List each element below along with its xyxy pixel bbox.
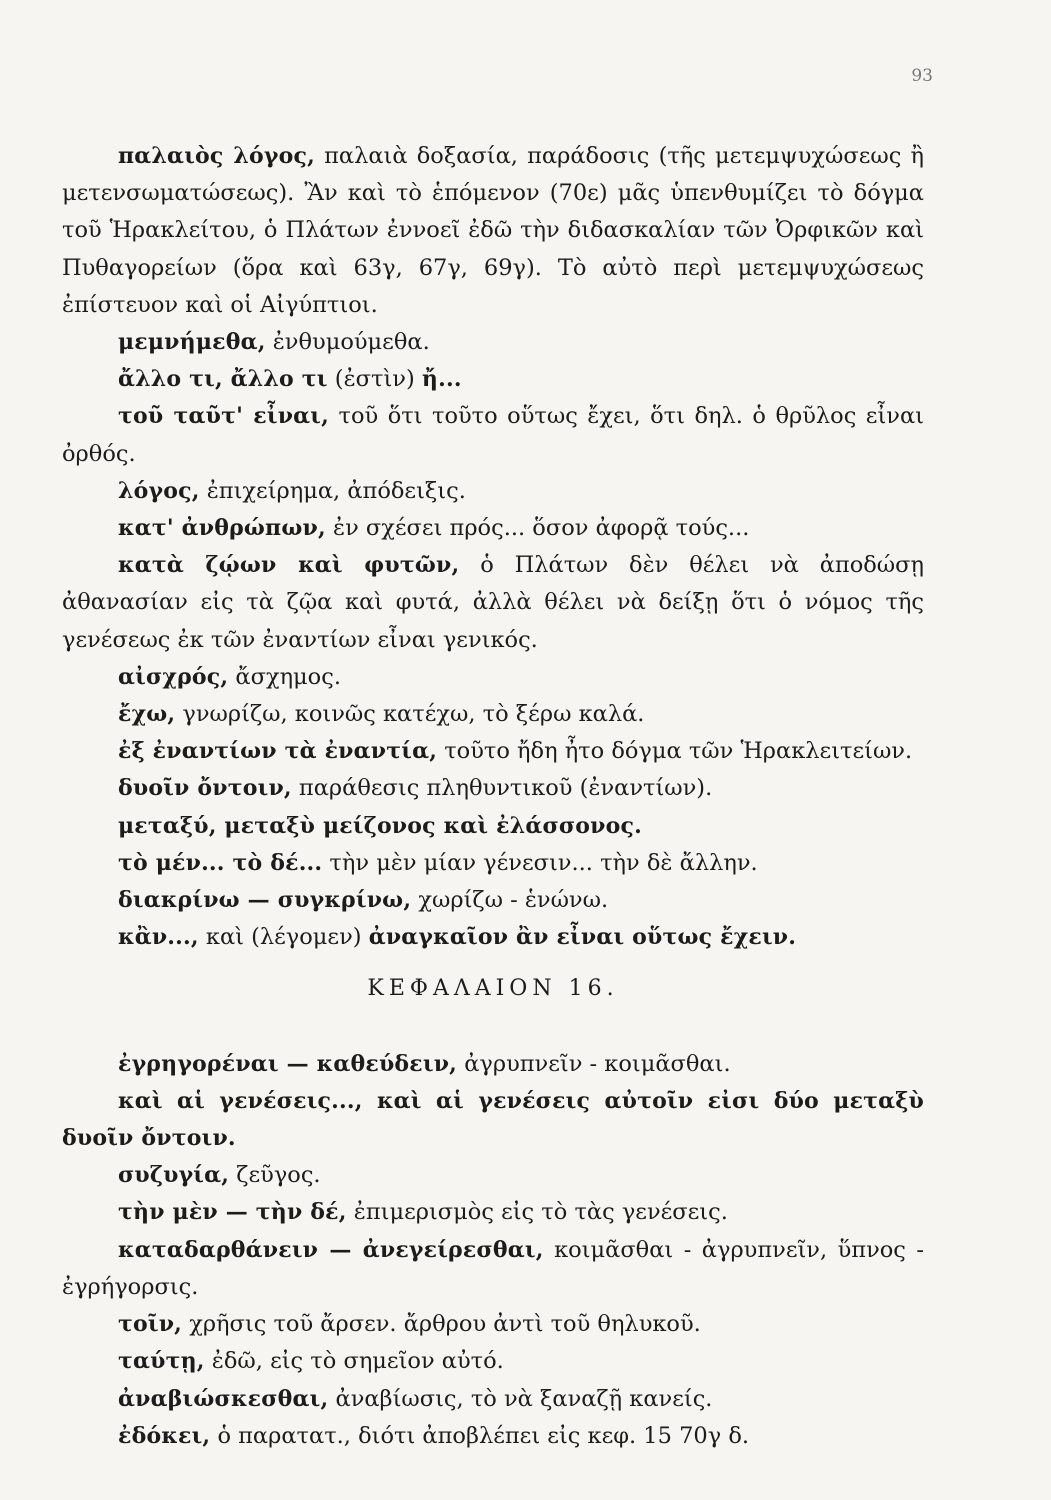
glossary-entry bbox=[62, 659, 924, 696]
entry-text: ἄσχημος. bbox=[228, 663, 341, 690]
entry-text: ἀγρυπνεῖν - κοιμᾶσθαι. bbox=[457, 1050, 731, 1077]
entry-term: λόγος, bbox=[118, 477, 200, 504]
entry-text: ἐπιχείρημα, ἀπόδειξις. bbox=[199, 477, 466, 504]
glossary-entry bbox=[62, 733, 924, 770]
entry-text: παλαιὰ δοξασία, παράδοσις (τῆς μετεμψυχώσεως ἢ μετενσωματώσεως). Ἂν καὶ τὸ ἑπόμενον (70ε) μᾶς ὑπενθυμίζει τὸ δόγμα τοῦ Ἡρακλείτου, ὁ Πλάτων ἐννοεῖ ἐδῶ τὴν διδασκαλίαν τῶν Ὀρφικῶν καὶ Πυθαγορείων (ὅρα καὶ 63γ, 67γ, 69γ). Τὸ αὐτὸ περὶ μετεμψυχώσεως ἐπίστευον καὶ οἱ Αἰγύπτιοι. bbox=[62, 143, 924, 318]
entry-text: γνωρίζω, κοινῶς κατέχω, τὸ ξέρω καλά. bbox=[175, 701, 645, 728]
glossary-entry bbox=[62, 473, 924, 510]
glossary-entry bbox=[62, 324, 924, 361]
entry-term: ἐδόκει, bbox=[118, 1422, 211, 1449]
entry-term: μεμνήμεθα, bbox=[118, 329, 266, 356]
entry-text: τὴν μὲν μίαν γένεσιν... τὴν δὲ ἄλλην. bbox=[322, 849, 758, 876]
entry-term: μεταξύ, μεταξὺ μείζονος καὶ ἐλάσσονος. bbox=[118, 812, 642, 839]
page-number: 93 bbox=[911, 66, 933, 86]
glossary-entry bbox=[62, 1306, 924, 1343]
entry-term: τοῦ ταῦτ' εἶναι, bbox=[118, 403, 330, 430]
entry-term: ταύτῃ, bbox=[118, 1348, 205, 1375]
glossary-entry bbox=[62, 510, 924, 547]
entry-term: καὶ αἱ γενέσεις..., καὶ αἱ γενέσεις αὐτοῖν εἰσι δύο μεταξὺ δυοῖν ὄντοιν. bbox=[62, 1087, 924, 1152]
glossary-entry bbox=[62, 1232, 924, 1306]
glossary-entry bbox=[62, 361, 924, 398]
entry-term: τὴν μὲν — τὴν δέ, bbox=[118, 1199, 347, 1226]
glossary-entry bbox=[62, 1046, 924, 1083]
entry-text: ἐπιμερισμὸς εἰς τὸ τὰς γενέσεις. bbox=[346, 1199, 728, 1226]
entry-text: ἀναβίωσις, τὸ νὰ ξαναζῇ κανείς. bbox=[328, 1385, 713, 1412]
chapter-heading: ΚΕΦΑΛΑΙΟΝ 16. bbox=[367, 976, 619, 1002]
entry-term: παλαιὸς λόγος, bbox=[118, 143, 315, 169]
entry-term: ἄλλο τι, ἄλλο τι bbox=[118, 366, 328, 393]
glossary-entry bbox=[62, 845, 924, 882]
entry-term: ἐγρηγορέναι — καθεύδειν, bbox=[118, 1050, 458, 1077]
entry-term: κατ' ἀνθρώπων, bbox=[118, 515, 326, 542]
entry-text: ζεῦγος. bbox=[229, 1162, 321, 1189]
entry-term: τοῖν, bbox=[118, 1311, 183, 1338]
entry-term-continued: ἤ... bbox=[421, 366, 462, 393]
entry-term: συζυγία, bbox=[118, 1162, 230, 1189]
glossary-entry bbox=[62, 398, 924, 472]
entry-term: καταδαρθάνειν — ἀνεγείρεσθαι, bbox=[118, 1236, 544, 1263]
entry-text: παράθεσις πληθυντικοῦ (ἐναντίων). bbox=[291, 775, 713, 802]
entry-term: τὸ μέν... τὸ δέ... bbox=[118, 849, 323, 876]
entry-text: ὁ Πλάτων δὲν θέλει νὰ ἀποδώσῃ ἀθανασίαν εἰς τὰ ζῷα καὶ φυτά, ἀλλὰ θέλει νὰ δείξῃ ὅτι ὁ νόμος τῆς γενέσεως ἐκ τῶν ἐναντίων εἶναι γενικός. bbox=[62, 552, 924, 653]
entry-term: αἰσχρός, bbox=[118, 663, 229, 690]
entry-term: δυοῖν ὄντοιν, bbox=[118, 775, 292, 802]
entry-term: κἂν..., bbox=[118, 924, 199, 951]
entry-text: ἐδῶ, εἰς τὸ σημεῖον αὐτό. bbox=[204, 1348, 504, 1375]
page-body bbox=[62, 138, 924, 1455]
entry-term: διακρίνω — συγκρίνω, bbox=[118, 887, 412, 914]
glossary-entry bbox=[62, 696, 924, 733]
entry-text: ἐνθυμούμεθα. bbox=[265, 329, 430, 356]
entry-text: κοιμᾶσθαι - ἀγρυπνεῖν, ὕπνος - ἐγρήγορσις. bbox=[62, 1236, 924, 1300]
entry-term: ἐξ ἐναντίων τὰ ἐναντία, bbox=[118, 738, 438, 765]
glossary-entry bbox=[62, 1381, 924, 1418]
entry-text: ὁ παρατατ., διότι ἀποβλέπει εἰς κεφ. 15 70γ δ. bbox=[210, 1422, 750, 1449]
entry-text: χρῆσις τοῦ ἄρσεν. ἄρθρου ἀντὶ τοῦ θηλυκοῦ. bbox=[182, 1311, 701, 1338]
entry-text: τοῦ ὅτι τοῦτο οὕτως ἔχει, ὅτι δηλ. ὁ θρῦλος εἶναι ὀρθός. bbox=[62, 403, 924, 467]
entry-term-continued: ἀναγκαῖον ἂν εἶναι οὕτως ἔχειν. bbox=[368, 924, 797, 951]
glossary-entry bbox=[62, 919, 924, 956]
entry-text: (ἐστὶν) bbox=[327, 366, 422, 393]
entry-text: τοῦτο ἤδη ἦτο δόγμα τῶν Ἡρακλειτείων. bbox=[437, 738, 913, 765]
glossary-entry bbox=[62, 138, 924, 324]
glossary-entry bbox=[62, 1343, 924, 1380]
glossary-entry bbox=[62, 808, 924, 845]
entry-text: καὶ (λέγομεν) bbox=[198, 924, 369, 951]
glossary-entry bbox=[62, 1083, 924, 1157]
glossary-entry bbox=[62, 1157, 924, 1194]
entry-term: ἀναβιώσκεσθαι, bbox=[118, 1385, 329, 1412]
glossary-entry bbox=[62, 882, 924, 919]
glossary-entry bbox=[62, 1418, 924, 1455]
entry-term: ἔχω, bbox=[118, 701, 176, 728]
entry-term: κατὰ ζῴων καὶ φυτῶν, bbox=[118, 552, 460, 579]
entry-text: χωρίζω - ἑνώνω. bbox=[411, 887, 609, 914]
entry-text: ἐν σχέσει πρός... ὅσον ἀφορᾷ τούς... bbox=[325, 515, 750, 542]
glossary-entry bbox=[62, 1194, 924, 1231]
glossary-entry bbox=[62, 770, 924, 807]
glossary-entry bbox=[62, 547, 924, 659]
